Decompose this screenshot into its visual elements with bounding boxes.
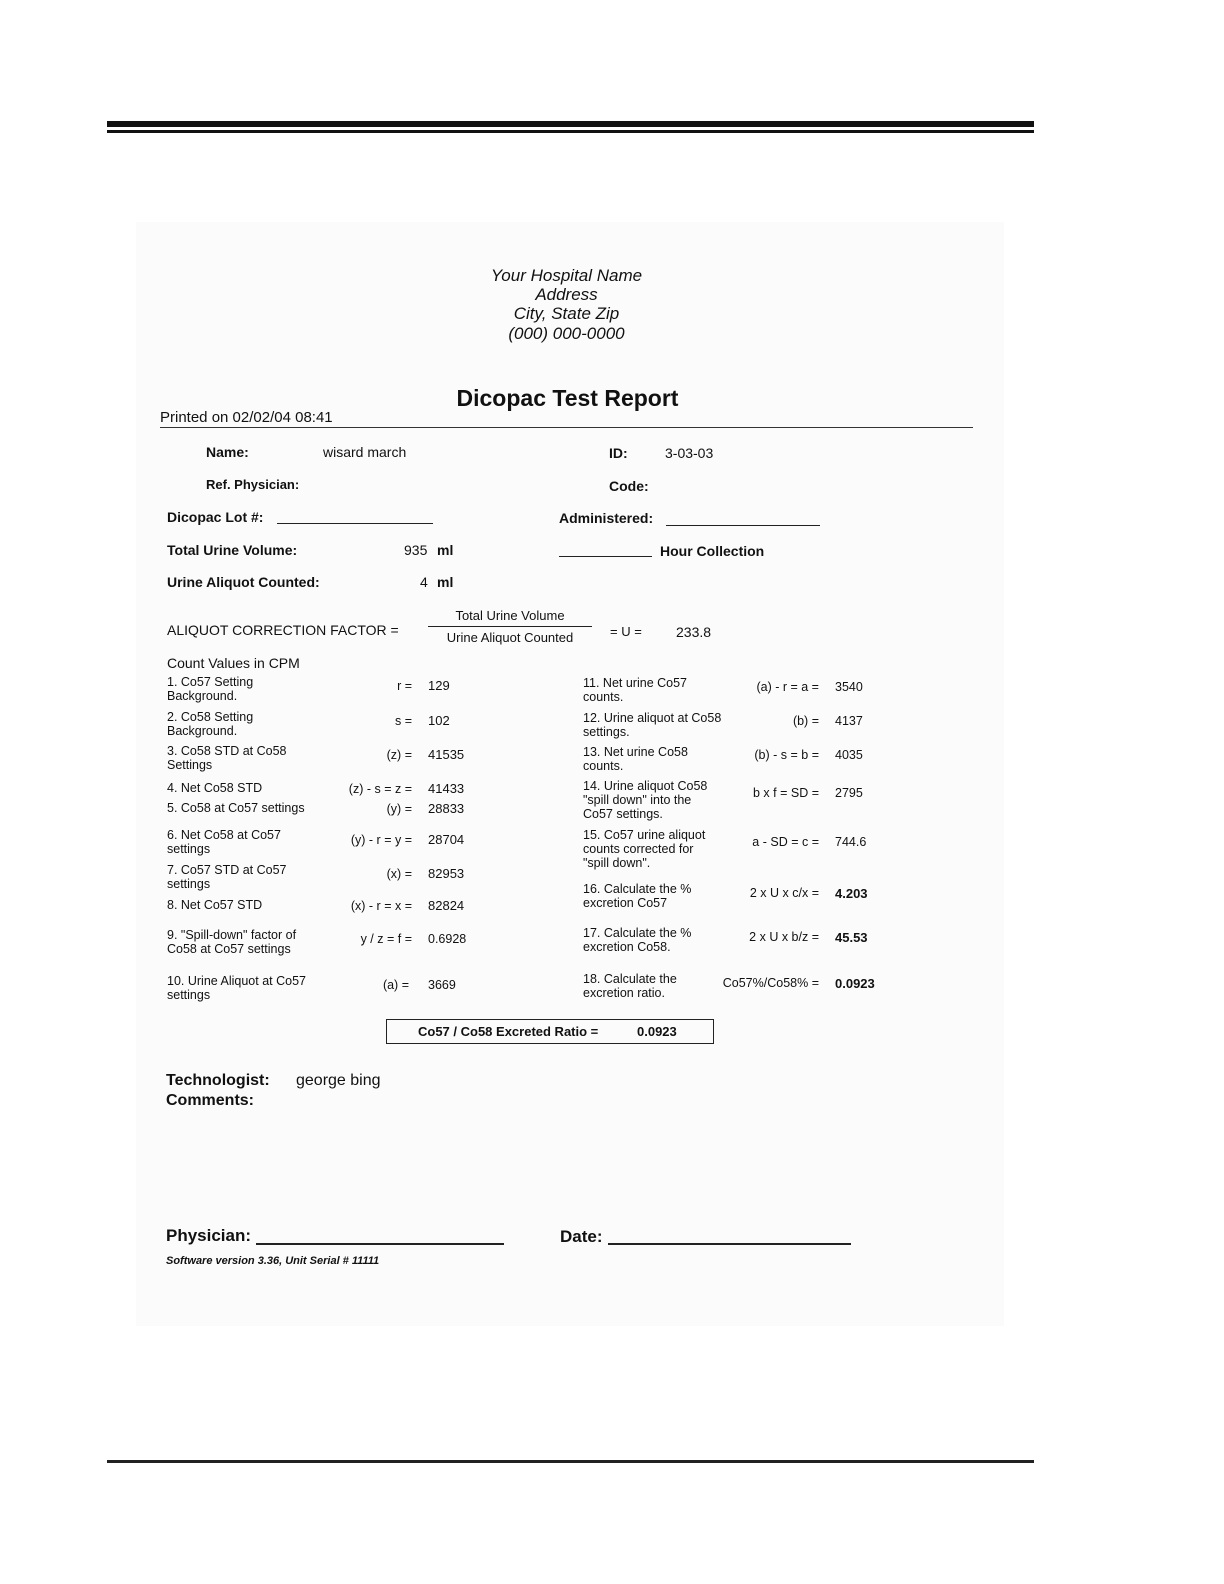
left-row-5-label: 5. Co58 at Co57 settings — [167, 801, 305, 815]
technologist-value: george bing — [296, 1072, 381, 1089]
lot-blank — [277, 523, 433, 524]
left-row-10-label: 10. Urine Aliquot at Co57 settings — [167, 974, 306, 1002]
hospital-address: Address — [535, 285, 598, 304]
left-row-10-formula: (a) = — [382, 978, 409, 992]
top-rule-thick — [107, 121, 1034, 127]
ratio-value: 0.0923 — [637, 1024, 677, 1039]
left-row-10-value: 3669 — [428, 978, 456, 992]
excreted-ratio-box — [386, 1019, 714, 1044]
left-row-3-formula: (z) = — [386, 748, 412, 762]
left-row-4-value: 41433 — [428, 781, 465, 796]
header-divider — [160, 427, 973, 428]
correction-numerator: Total Urine Volume — [455, 608, 565, 623]
left-row-9-value: 0.6928 — [428, 932, 467, 946]
right-row-14-label: 14. Urine aliquot Co58 "spill down" into the Co57 settings. — [583, 779, 708, 821]
right-row-13-formula: (b) - s = b = — [754, 748, 819, 762]
bottom-rule — [107, 1460, 1034, 1463]
code-label: Code: — [609, 478, 649, 494]
left-row-9-formula: y / z = f = — [360, 932, 412, 946]
right-row-18-formula: Co57%/Co58% = — [722, 976, 819, 990]
left-row-7-formula: (x) = — [386, 867, 412, 881]
ratio-label: Co57 / Co58 Excreted Ratio = — [418, 1024, 599, 1039]
date-line — [608, 1243, 851, 1245]
left-row-7-value: 82953 — [428, 866, 465, 881]
aliquot-unit: ml — [437, 574, 454, 590]
left-row-2-label: 2. Co58 Setting Background. — [167, 710, 254, 738]
physician-label: Physician: — [166, 1226, 252, 1245]
right-row-12-value: 4137 — [835, 714, 863, 728]
report-title: Dicopac Test Report — [456, 385, 679, 411]
aliquot-label: Urine Aliquot Counted: — [167, 574, 320, 590]
hour-collection-label: Hour Collection — [660, 543, 765, 559]
comments-label: Comments: — [166, 1092, 255, 1109]
total-urine-value: 935 — [404, 542, 428, 558]
id-value: 3-03-03 — [665, 445, 714, 461]
date-label: Date: — [560, 1227, 603, 1246]
left-row-5-formula: (y) = — [386, 802, 412, 816]
right-row-13-label: 13. Net urine Co58 counts. — [583, 745, 688, 773]
right-row-11-value: 3540 — [835, 680, 863, 694]
name-label: Name: — [206, 444, 249, 460]
left-row-1-label: 1. Co57 Setting Background. — [167, 675, 254, 703]
name-value: wisard march — [323, 444, 407, 460]
right-row-11-label: 11. Net urine Co57 counts. — [583, 676, 687, 704]
left-row-4-label: 4. Net Co58 STD — [167, 781, 263, 795]
correction-label: ALIQUOT CORRECTION FACTOR = — [167, 622, 399, 638]
left-row-5-value: 28833 — [428, 801, 465, 816]
correction-equals: = U = — [610, 624, 642, 639]
physician-signature-line — [256, 1243, 504, 1245]
left-row-8-value: 82824 — [428, 898, 465, 913]
right-row-15-label: 15. Co57 urine aliquot counts corrected for "spill down". — [583, 828, 706, 870]
technologist-label: Technologist: — [166, 1072, 270, 1089]
right-row-16-label: 16. Calculate the % excretion Co57 — [583, 882, 692, 910]
left-row-3-value: 41535 — [428, 747, 465, 762]
software-version: Software version 3.36, Unit Serial # 11111 — [166, 1255, 380, 1267]
administered-blank — [666, 525, 820, 526]
right-row-17-label: 17. Calculate the % excretion Co58. — [583, 926, 692, 954]
right-row-14-formula: b x f = SD = — [752, 786, 819, 800]
right-row-11-formula: (a) - r = a = — [756, 680, 819, 694]
left-row-6-label: 6. Net Co58 at Co57 settings — [167, 828, 281, 856]
right-row-13-value: 4035 — [835, 748, 863, 762]
left-row-2-value: 102 — [428, 713, 450, 728]
right-row-15-formula: a - SD = c = — [752, 835, 819, 849]
left-row-4-formula: (z) - s = z = — [348, 782, 412, 796]
right-row-12-label: 12. Urine aliquot at Co58 settings. — [583, 711, 722, 739]
right-row-16-value: 4.203 — [835, 886, 868, 901]
total-urine-label: Total Urine Volume: — [167, 542, 298, 558]
count-values-label: Count Values in CPM — [167, 655, 300, 671]
hospital-name: Your Hospital Name — [490, 266, 643, 285]
right-row-18-label: 18. Calculate the excretion ratio. — [583, 972, 677, 1000]
left-row-8-formula: (x) - r = x = — [350, 899, 412, 913]
correction-value: 233.8 — [676, 624, 712, 640]
right-row-12-formula: (b) = — [792, 714, 819, 728]
hour-blank — [559, 556, 652, 557]
left-row-6-value: 28704 — [428, 832, 465, 847]
left-row-1-formula: r = — [397, 679, 412, 693]
right-row-18-value: 0.0923 — [835, 976, 875, 991]
fraction-bar — [428, 626, 592, 627]
hospital-phone: (000) 000-0000 — [508, 324, 625, 343]
left-row-2-formula: s = — [394, 714, 412, 728]
left-row-7-label: 7. Co57 STD at Co57 settings — [167, 863, 287, 891]
left-row-9-label: 9. "Spill-down" factor of Co58 at Co57 settings — [167, 928, 297, 956]
total-urine-unit: ml — [437, 542, 454, 558]
right-row-16-formula: 2 x U x c/x = — [749, 886, 819, 900]
left-row-6-formula: (y) - r = y = — [350, 833, 412, 847]
left-row-1-value: 129 — [428, 678, 450, 693]
ref-physician-label: Ref. Physician: — [206, 477, 300, 492]
correction-denominator: Urine Aliquot Counted — [446, 630, 574, 645]
lot-label: Dicopac Lot #: — [167, 509, 264, 525]
printed-on: Printed on 02/02/04 08:41 — [160, 409, 333, 426]
right-row-15-value: 744.6 — [835, 835, 867, 849]
aliquot-value: 4 — [420, 574, 428, 590]
right-row-17-formula: 2 x U x b/z = — [749, 930, 819, 944]
hospital-city: City, State Zip — [513, 304, 620, 323]
left-row-3-label: 3. Co58 STD at Co58 Settings — [167, 744, 287, 772]
id-label: ID: — [609, 445, 628, 461]
top-rule-thin — [107, 130, 1034, 133]
right-row-14-value: 2795 — [835, 786, 863, 800]
left-row-8-label: 8. Net Co57 STD — [167, 898, 263, 912]
right-row-17-value: 45.53 — [835, 930, 868, 945]
administered-label: Administered: — [559, 510, 654, 526]
